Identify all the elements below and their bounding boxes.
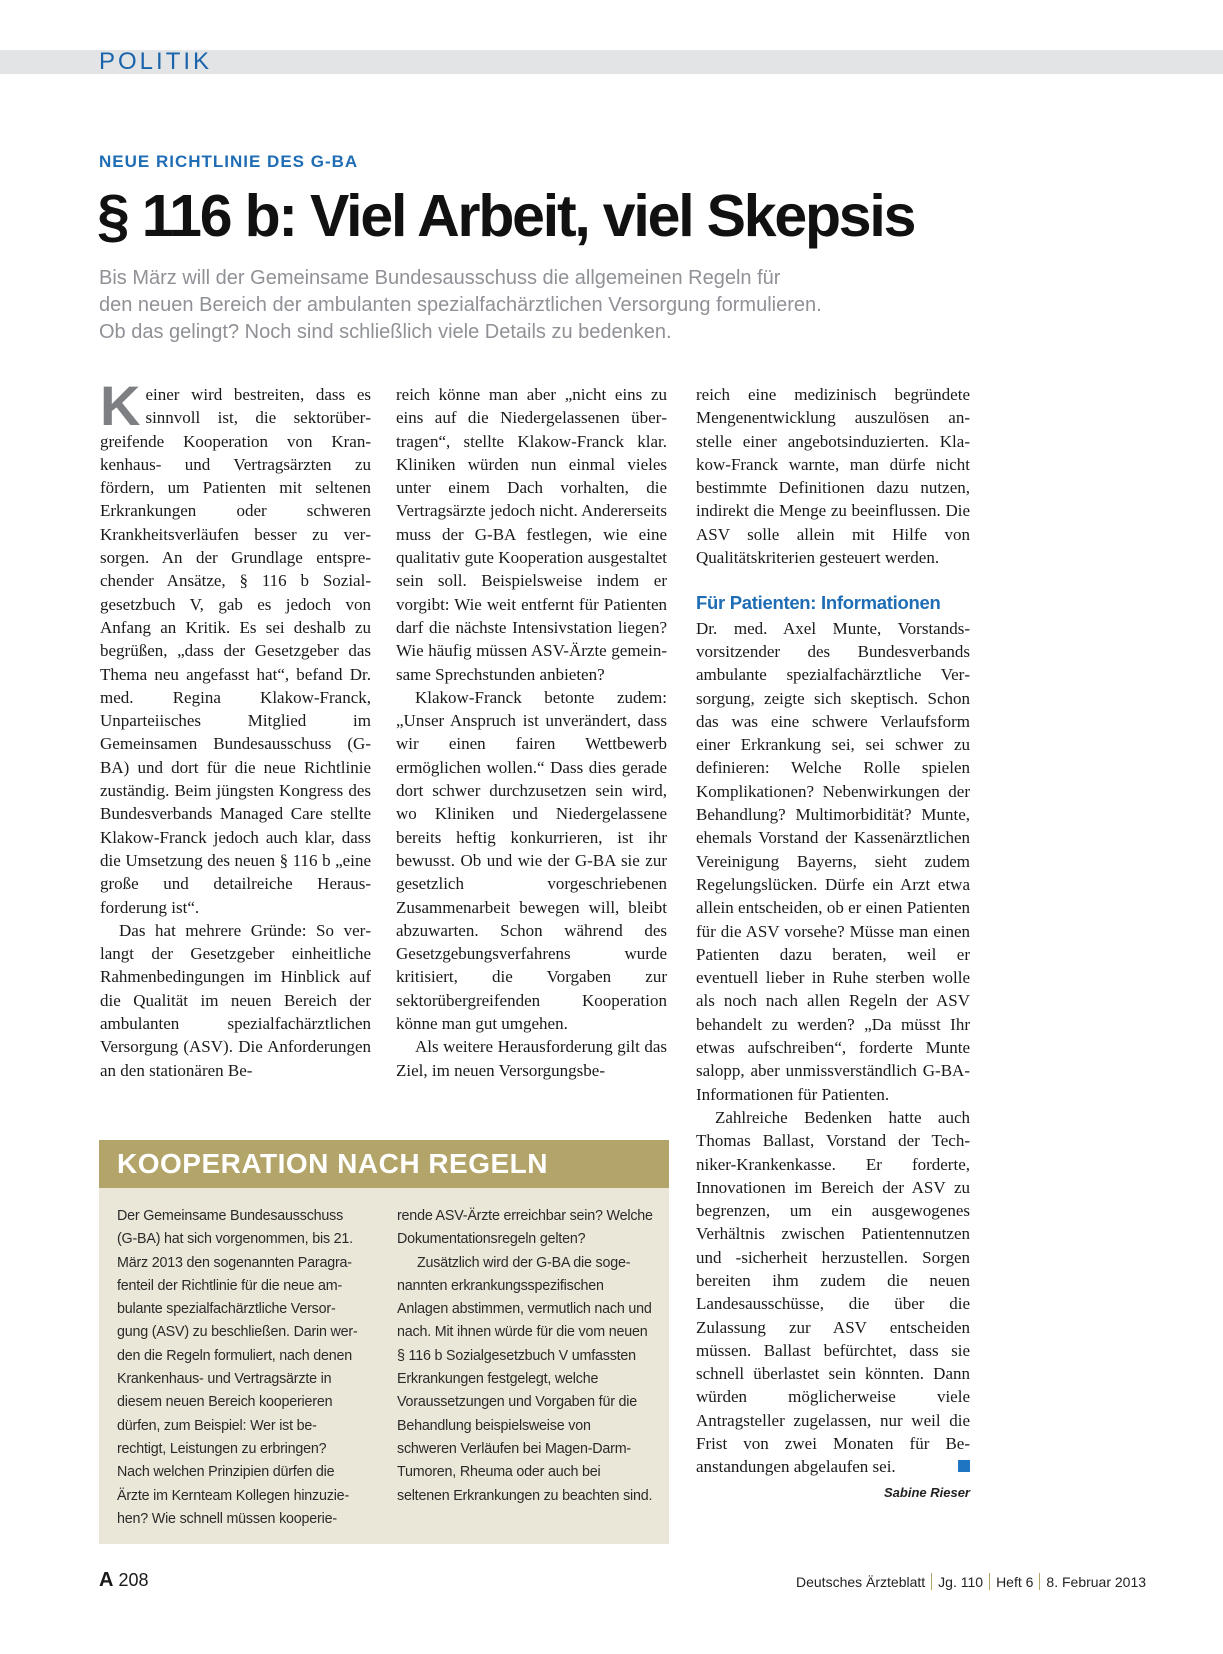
paragraph-text: einer wird bestreiten, dass es sinnvoll ist, die sektorübergreifende Kooperation von Krankenhaus- und Vertragsärzten zu fördern, um Patienten mit seltenen Erkrankungen oder schweren Krankheitsverläufen besser zu versorgen. An der Grundlage entsprechender Ansätze, § 116 b Sozialgesetzbuch V, gab es jedoch von Anfang an Kritik. Es sei deshalb zu begrüßen, „dass der Gesetzgeber das Thema neu angefasst hat“, befand Dr. med. Regina Klakow-Franck, Unparteiisches Mitglied im Gemeinsamen Bundesausschuss (G-BA) und dort für die neue Richtlinie zuständig. Beim jüngsten Kongress des Bundesverbands Managed Care stellte Klakow-Franck jedoch auch klar, dass die Umsetzung des neuen § 116 b „eine große und detailreiche Herausforderung ist“.	[100, 385, 371, 917]
paragraph-text: Zahlreiche Bedenken hatte auch Thomas Ballast, Vorstand der Techniker-Krankenkasse. Er forderte, Innovationen im Bereich der ASV zu begrenzen, um ein ausgewogenes Verhältnis zwischen Patientennutzen und -sicherheit herzustellen. Sorgen bereiten ihm zudem die neuen Landesausschüsse, die über die Zulassung zur ASV entscheiden müssen. Ballast befürchtet, dass sie schnell überlastet sein könnten. Dann würden möglicherweise viele Antragsteller zugelassen, nur weil die Frist von zwei Monaten für Beanstandungen abgelaufen sei.	[696, 1107, 970, 1477]
paragraph: Klakow-Franck betonte zudem: „Unser Anspruch ist unverändert, dass wir einen fairen Wettbewerb ermöglichen wollen.“ Dass dies gerade dort schwer durchzusetzen sein wird, wo Kliniken und Niedergelassene bereits heftig konkurrieren, ist ihr bewusst. Ob und wie der G-BA sie zur gesetzlich vorgeschriebenen Zusammenarbeit bewegen will, bleibt abzuwarten. Schon während des Gesetzgebungsverfahrens wurde kritisiert, die Vorgaben zur sektorübergreifenden Kooperation könne man gut umgehen.	[396, 687, 667, 1034]
info-box-column-1	[117, 1205, 359, 1531]
separator	[931, 1573, 932, 1590]
paragraph: Das hat mehrere Gründe: So verlangt der Gesetzgeber einheitliche Rahmenbedingungen im Hinblick auf die Qualität im neuen Bereich der ambulanten spezialfachärztlichen Versorgung (ASV). Die Anforderungen an den stationären Be-	[100, 920, 371, 1080]
paragraph: Als weitere Herausforderung gilt das Ziel, im neuen Versorgungsbe-	[396, 1037, 667, 1080]
lead-line: Bis März will der Gemeinsame Bundesausschuss die allgemeinen Regeln für	[99, 267, 781, 289]
end-mark-icon	[958, 1460, 970, 1472]
drop-cap: K	[100, 374, 141, 437]
article-column-1	[100, 374, 371, 1082]
page-number	[99, 1569, 149, 1592]
page-prefix: A	[99, 1569, 114, 1591]
article-column-2	[396, 383, 667, 1082]
info-box-title: KOOPERATION NACH REGELN	[99, 1140, 669, 1188]
section-label: POLITIK	[99, 48, 213, 75]
page-number-value: 208	[118, 1570, 149, 1590]
journal-volume: Jg. 110	[938, 1574, 984, 1590]
journal-issue: Heft 6	[996, 1574, 1034, 1590]
paragraph: Zusätzlich wird der G-BA die sogenannten erkrankungsspezifischen Anlagen abstimmen, vermutlich nach und nach. Mit ihnen würde für die vom neuen § 116 b Sozialgesetzbuch V umfassten Erkrankungen festgelegt, welche Voraussetzungen und Vorgaben für die Behandlung beispielsweise von schweren Verläufen bei Magen-Darm-Tumoren, Rheuma oder auch bei seltenen Erkrankungen zu beachten sind.	[397, 1254, 653, 1504]
info-box-column-2	[397, 1205, 653, 1508]
article-column-3	[696, 383, 970, 1504]
separator	[989, 1573, 990, 1590]
lead-line: den neuen Bereich der ambulanten spezialfachärztlichen Versorgung formulieren.	[99, 294, 822, 316]
publication-date: 8. Februar 2013	[1046, 1574, 1147, 1590]
paragraph: Der Gemeinsame Bundesausschuss (G-BA) hat sich vorgenommen, bis 21. März 2013 den sogenannten Paragrafenteil der Richtlinie für die neue ambulante spezialfachärztliche Versorgung (ASV) zu beschließen. Darin werden die Regeln formuliert, nach denen Krankenhaus- und Vertragsärzte in diesem neuen Bereich kooperieren dürfen, zum Beispiel: Wer ist berechtigt, Leistungen zu erbringen? Nach welchen Prinzipien dürfen die Ärzte im Kernteam Kollegen hinzuziehen? Wie schnell müssen kooperie-	[117, 1208, 358, 1527]
article-kicker: NEUE RICHTLINIE DES G-BA	[99, 152, 359, 171]
info-box	[99, 1140, 669, 1544]
journal-name: Deutsches Ärzteblatt	[796, 1574, 926, 1590]
paragraph: reich könne man aber „nicht eins zu eins auf die Niedergelassenen übertragen“, stellte Klakow-Franck klar. Kliniken würden nun einmal vieles unter einem Dach vorhalten, die Vertragsärzte jedoch nicht. Andererseits muss der G-BA festlegen, wie eine qualitativ gute Kooperation ausgestaltet sein soll. Beispielsweise indem er vorgibt: Wie weit entfernt für Patienten darf die nächste Intensivstation liegen? Wie häufig müssen ASV-Ärzte gemeinsame Sprechstunden anbieten?	[396, 385, 667, 684]
author-byline: Sabine Rieser	[884, 1484, 970, 1500]
subheading: Für Patienten: Informationen	[696, 592, 941, 614]
paragraph: rende ASV-Ärzte erreichbar sein? Welche Dokumentationsregeln gelten?	[397, 1208, 653, 1248]
paragraph: reich eine medizinisch begründete Mengenentwicklung auszulösen anstelle einer angebotsinduzierten. Klakow-Franck warnte, man dürfe nicht bestimmte Definitionen dazu nutzen, indirekt die Menge zu beeinflussen. Die ASV solle allein mit Hilfe von Qualitätskriterien gesteuert werden.	[696, 385, 970, 568]
separator	[1039, 1573, 1040, 1590]
paragraph	[696, 1106, 970, 1479]
article-headline: § 116 b: Viel Arbeit, viel Skepsis	[97, 183, 915, 249]
lead-line: Ob das gelingt? Noch sind schließlich viele Details zu bedenken.	[99, 321, 672, 343]
paragraph	[100, 374, 371, 919]
paragraph: Dr. med. Axel Munte, Vorstandsvorsitzender des Bundesverbands ambulante spezialfachärztliche Versorgung, zeigte sich skeptisch. Schon das was eine schwere Verlaufsform einer Erkrankung sei, sei schwer zu definieren: Welche Rolle spielen Komplikationen? Nebenwirkungen der Behandlung? Multimorbidität? Munte, ehemals Vorstand der Kassenärztlichen Vereinigung Bayerns, sieht zudem Regelungslücken. Dürfe ein Arzt etwa allein entscheiden, ob er einen Patienten für die ASV vorsehe? Müsse man einen Patienten dazu beraten, weil er eventuell lieber in Ruhe sterben wolle als noch nach allen Regeln der ASV behandelt zu werden? „Da müsst Ihr etwas aufschreiben“, forderte Munte salopp, aber unmissverständlich G-BA-Informationen für Patienten.	[696, 618, 970, 1104]
article-lead	[99, 265, 979, 346]
publication-info	[796, 1573, 1146, 1590]
